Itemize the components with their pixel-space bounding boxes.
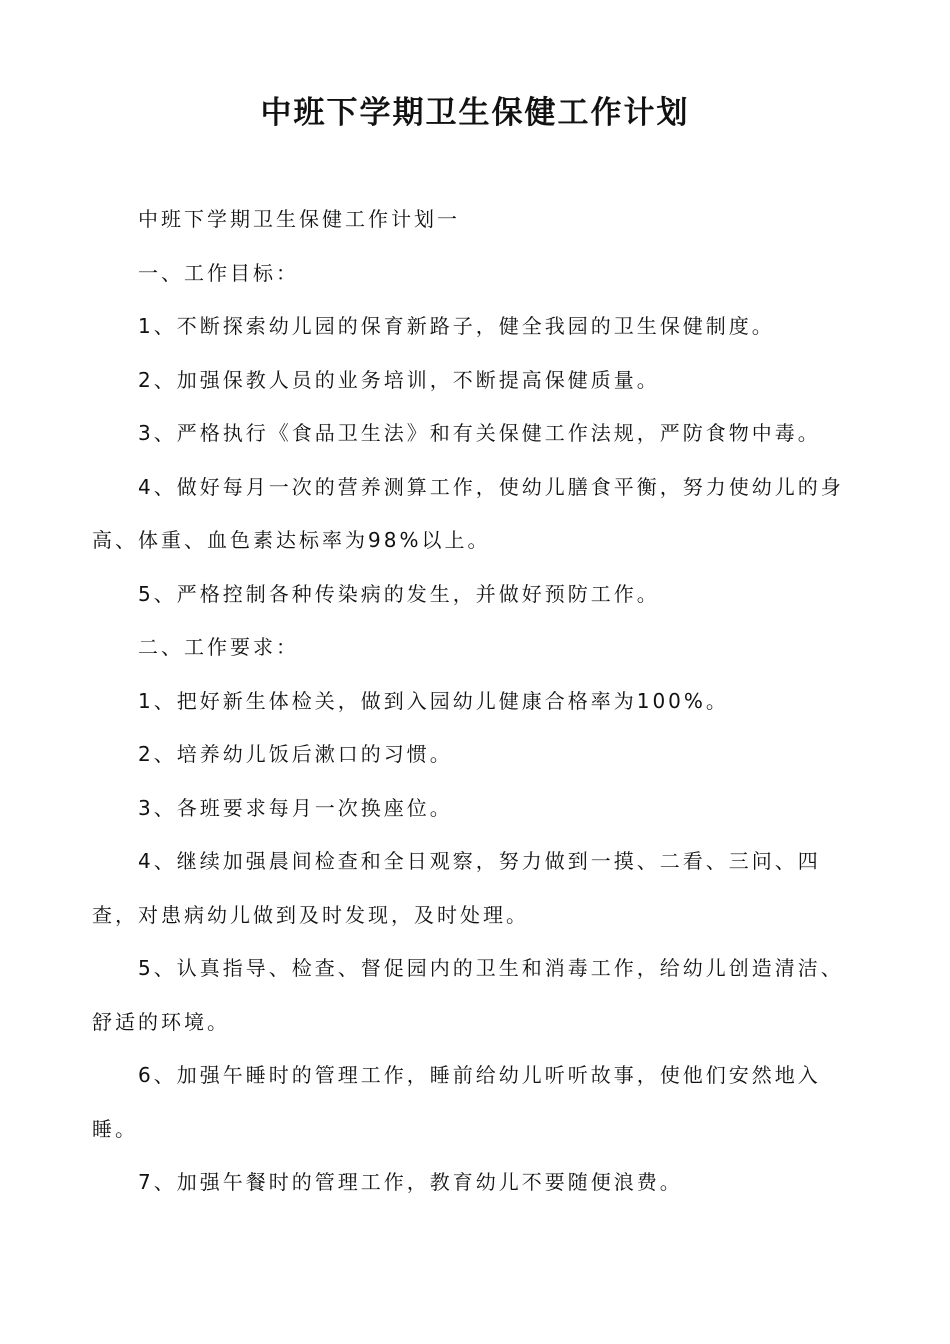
requirement-item-6: 6、加强午睡时的管理工作，睡前给幼儿听听故事，使他们安然地入睡。 [92, 1063, 821, 1141]
goal-item-3: 3、严格执行《食品卫生法》和有关保健工作法规，严防食物中毒。 [138, 421, 821, 445]
requirement-item-7: 7、加强午餐时的管理工作，教育幼儿不要随便浪费。 [138, 1170, 683, 1194]
goal-item-4: 4、做好每月一次的营养测算工作，使幼儿膳食平衡，努力使幼儿的身 高、体重、血色素达标率为98%以上。 [92, 474, 844, 552]
document-body [92, 193, 850, 1210]
goal-item-1: 1、不断探索幼儿园的保育新路子，健全我园的卫生保健制度。 [138, 314, 775, 338]
section-heading-requirements: 二、工作要求： [138, 635, 299, 659]
requirement-item-5: 5、认真指导、检查、督促园内的卫生和消毒工作，给幼儿创造清洁、舒适的环境。 [92, 956, 844, 1034]
document-title: 中班下学期卫生保健工作计划 [260, 95, 690, 131]
requirement-item-1: 1、把好新生体检关，做到入园幼儿健康合格率为100%。 [138, 688, 729, 713]
goal-item-2: 2、加强保教人员的业务培训，不断提高保健质量。 [138, 367, 660, 392]
goal-item-5: 5、严格控制各种传染病的发生，并做好预防工作。 [138, 581, 660, 606]
requirement-item-2: 2、培养幼儿饭后漱口的习惯。 [138, 742, 453, 766]
requirement-item-3: 3、各班要求每月一次换座位。 [138, 795, 453, 820]
subtitle-paragraph: 中班下学期卫生保健工作计划一 [138, 207, 460, 231]
section-heading-goals: 一、工作目标： [138, 260, 299, 285]
requirement-item-4: 4、继续加强晨间检查和全日观察，努力做到一摸、二看、三问、四查，对患病幼儿做到及时发现，及时处理。 [92, 849, 821, 927]
